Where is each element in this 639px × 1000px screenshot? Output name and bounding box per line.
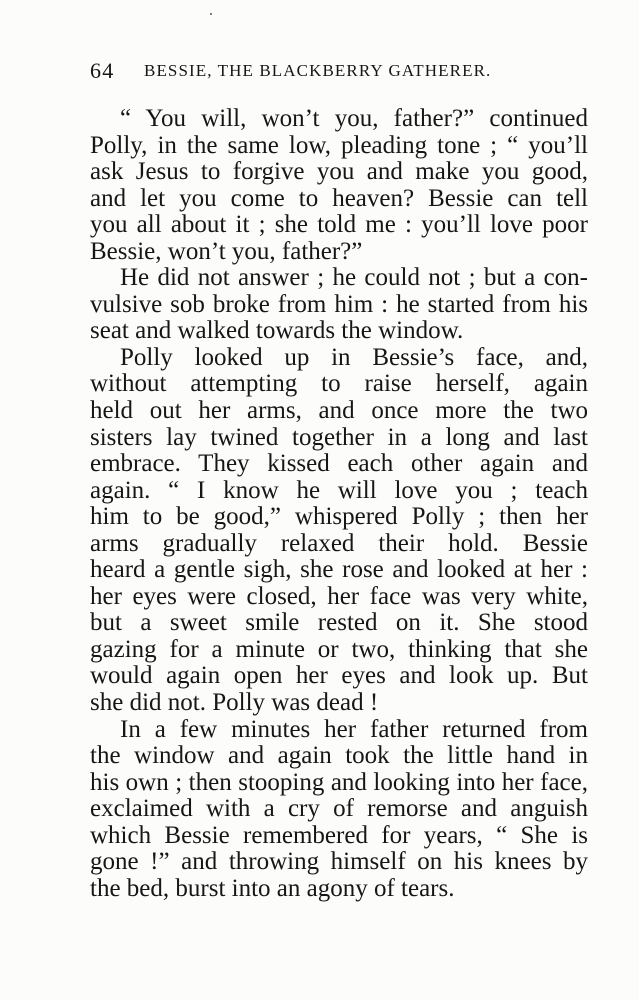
text-line: He did not answer ; he could not ; but a con- — [120, 264, 588, 292]
running-title: BESSIE, THE BLACKBERRY GATHERER. — [144, 61, 492, 80]
text-line: gone !” and throwing himself on his knees by — [90, 848, 588, 876]
text-line: his own ; then stooping and looking into her face, — [90, 768, 588, 796]
text-line: embrace. They kissed each other again and — [90, 450, 588, 478]
text-line: the bed, burst into an agony of tears. — [90, 874, 455, 902]
text-line: which Bessie remembered for years, “ She is — [90, 821, 588, 849]
text-line: Polly, in the same low, pleading tone ; “ you’ll — [90, 131, 588, 159]
text-line: you all about it ; she told me : you’ll love poor — [90, 211, 588, 239]
text-line: exclaimed with a cry of remorse and anguish — [90, 795, 588, 823]
text-line: sisters lay twined together in a long and last — [90, 423, 588, 451]
text-line: her eyes were closed, her face was very white, — [90, 582, 588, 610]
text-line: vulsive sob broke from him : he started from his — [90, 290, 588, 318]
text-line: without attempting to raise herself, again — [90, 370, 588, 398]
text-line: the window and again took the little hand in — [90, 742, 588, 770]
text-line: she did not. Polly was dead ! — [90, 689, 379, 717]
text-line: In a few minutes her father returned from — [120, 715, 588, 743]
text-line: and let you come to heaven? Bessie can tell — [90, 184, 588, 212]
text-line: but a sweet smile rested on it. She stood — [90, 609, 588, 637]
text-line: Bessie, won’t you, father?” — [90, 237, 363, 265]
text-line: “ You will, won’t you, father?” continued — [120, 105, 588, 132]
text-line: Polly looked up in Bessie’s face, and, — [120, 343, 588, 371]
text-line: held out her arms, and once more the two — [90, 397, 588, 425]
page-number: 64 — [90, 58, 115, 83]
text-line: ask Jesus to forgive you and make you good, — [90, 158, 588, 186]
text-line: would again open her eyes and look up. But — [90, 662, 588, 690]
text-line: heard a gentle sigh, she rose and looked at her : — [90, 556, 588, 584]
page-header — [90, 58, 560, 88]
text-line: gazing for a minute or two, thinking that she — [90, 635, 588, 663]
ink-speck — [210, 13, 212, 15]
body-text — [90, 106, 588, 902]
text-line: again. “ I know he will love you ; teach — [90, 476, 588, 504]
text-line: seat and walked towards the window. — [90, 317, 464, 345]
text-line: arms gradually relaxed their hold. Bessie — [90, 529, 588, 557]
text-line: him to be good,” whispered Polly ; then her — [90, 503, 588, 531]
